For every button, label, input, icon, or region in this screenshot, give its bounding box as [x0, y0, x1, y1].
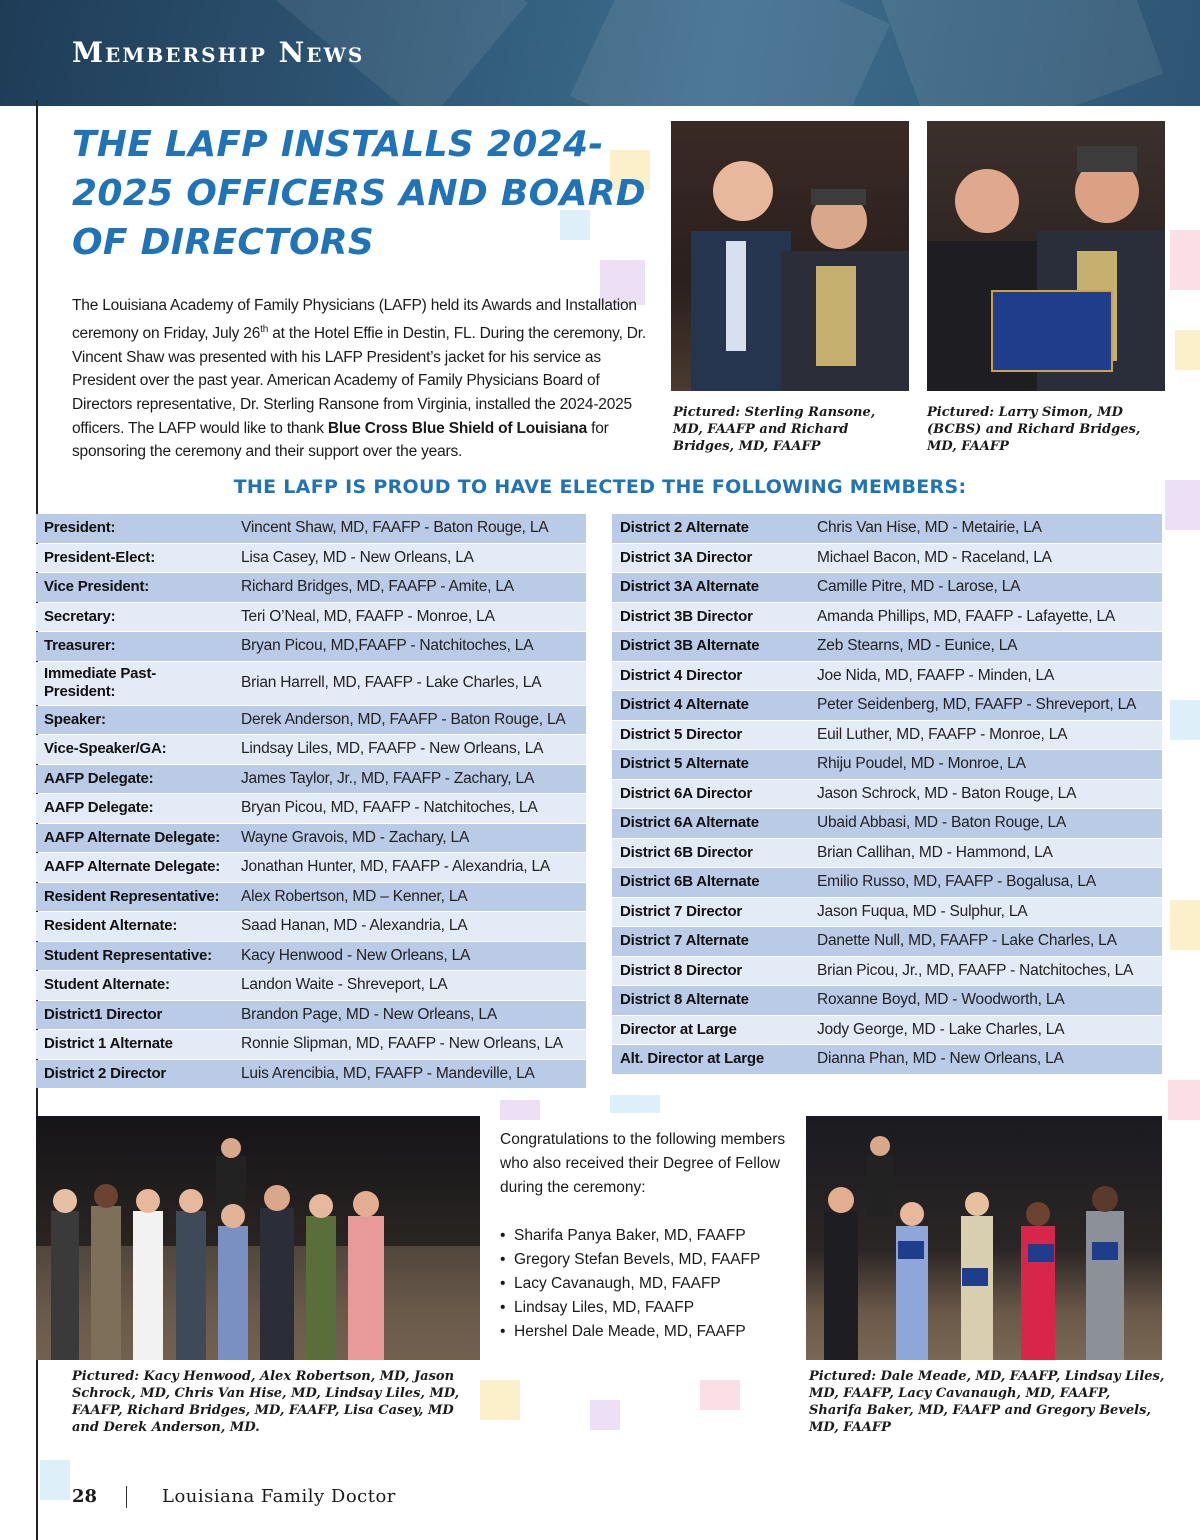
- officer-role: District 2 Alternate: [620, 519, 749, 537]
- officer-row: [612, 573, 1162, 602]
- officer-role: AAFP Alternate Delegate:: [44, 828, 221, 846]
- officer-role: Alt. Director at Large: [620, 1050, 764, 1068]
- officer-role: AAFP Delegate:: [44, 799, 154, 817]
- officer-row: [36, 971, 586, 1000]
- intro-sponsor: Blue Cross Blue Shield of Louisiana: [327, 419, 587, 437]
- fellow-list-item: • Lacy Cavanaugh, MD, FAAFP: [500, 1272, 800, 1296]
- officer-role: District 5 Alternate: [620, 755, 749, 773]
- officer-role: District 1 Alternate: [44, 1035, 173, 1053]
- fellow-intro: Congratulations to the following members who also received their Degree of Fellow during the ceremony:: [500, 1131, 786, 1196]
- officer-row: [612, 514, 1162, 543]
- fellow-section: [500, 1128, 800, 1344]
- officer-role: District 2 Director: [44, 1064, 167, 1082]
- officer-row: [612, 721, 1162, 750]
- article-intro: [72, 294, 662, 464]
- fellow-list-item: • Hershel Dale Meade, MD, FAAFP: [500, 1320, 800, 1344]
- officer-row: [36, 632, 586, 661]
- officer-name: Euil Luther, MD, FAAFP - Monroe, LA: [817, 725, 1068, 743]
- officer-role: Director at Large: [620, 1020, 737, 1038]
- intro-text-1: The Louisiana Academy of Family Physicians (LAFP) held its Awards and Installation ceremony on Friday, July 26: [72, 297, 637, 342]
- officer-name: Jason Schrock, MD - Baton Rouge, LA: [817, 784, 1077, 802]
- section-label: Membership News: [72, 36, 365, 69]
- officer-name: Jonathan Hunter, MD, FAAFP - Alexandria, LA: [241, 858, 551, 876]
- photo4-caption: Pictured: Dale Meade, MD, FAAFP, Lindsay Liles, MD, FAAFP, Lacy Cavanaugh, MD, FAAFP, Sharifa Baker, MD, FAAFP and Gregory Bevels, MD, FAAFP: [809, 1369, 1165, 1435]
- officer-role: District 8 Alternate: [620, 991, 749, 1009]
- officer-name: James Taylor, Jr., MD, FAAFP - Zachary, LA: [241, 769, 535, 787]
- officer-name: Luis Arencibia, MD, FAAFP - Mandeville, LA: [241, 1064, 535, 1082]
- intro-text-3: for sponsoring the ceremony and their support over the years.: [72, 419, 609, 461]
- officer-row: [612, 868, 1162, 897]
- officer-name: Ronnie Slipman, MD, FAAFP - New Orleans, LA: [241, 1035, 563, 1053]
- officer-name: Michael Bacon, MD - Raceland, LA: [817, 548, 1052, 566]
- officer-name: Dianna Phan, MD - New Orleans, LA: [817, 1050, 1064, 1068]
- photo-group-officers: [36, 1116, 480, 1360]
- officer-role: Immediate Past-President:: [44, 665, 157, 700]
- fellow-list-item: • Sharifa Panya Baker, MD, FAAFP: [500, 1224, 800, 1248]
- officer-row: [612, 957, 1162, 986]
- officer-row: [612, 662, 1162, 691]
- officer-row: [36, 573, 586, 602]
- officer-row: [612, 1016, 1162, 1045]
- officer-row: [612, 544, 1162, 573]
- officer-name: Zeb Stearns, MD - Eunice, LA: [817, 637, 1018, 655]
- officer-role: District 5 Director: [620, 725, 743, 743]
- officer-name: Teri O’Neal, MD, FAAFP - Monroe, LA: [241, 607, 495, 625]
- officer-row: [36, 1001, 586, 1030]
- officer-role: President:: [44, 519, 116, 537]
- officer-role: Student Representative:: [44, 946, 212, 964]
- officer-name: Brian Picou, Jr., MD, FAAFP - Natchitoches, LA: [817, 961, 1134, 979]
- officer-name: Jason Fuqua, MD - Sulphur, LA: [817, 902, 1028, 920]
- officer-role: Resident Representative:: [44, 887, 220, 905]
- photo3-caption: Pictured: Kacy Henwood, Alex Robertson, MD, Jason Schrock, MD, Chris Van Hise, MD, Lindsay Liles, MD, FAAFP, Richard Bridges, MD, FAAFP, Lisa Casey, MD and Derek Anderson, MD.: [72, 1369, 460, 1435]
- officer-name: Derek Anderson, MD, FAAFP - Baton Rouge, LA: [241, 710, 566, 728]
- officer-row: [612, 839, 1162, 868]
- officer-row: [36, 824, 586, 853]
- header-band: [0, 0, 1200, 106]
- officer-name: Ubaid Abbasi, MD - Baton Rouge, LA: [817, 814, 1067, 832]
- officer-name: Bryan Picou, MD,FAAFP - Natchitoches, LA: [241, 637, 534, 655]
- officer-name: Brian Callihan, MD - Hammond, LA: [817, 843, 1053, 861]
- officer-name: Brian Harrell, MD, FAAFP - Lake Charles, LA: [241, 674, 542, 691]
- officer-role: District1 Director: [44, 1005, 163, 1023]
- officer-row: [612, 750, 1162, 779]
- article-headline: THE LAFP INSTALLS 2024-2025 OFFICERS AND BOARD OF DIRECTORS: [72, 124, 646, 263]
- officer-role: District 6A Alternate: [620, 814, 759, 832]
- officer-role: District 3B Director: [620, 607, 753, 625]
- elected-heading: THE LAFP IS PROUD TO HAVE ELECTED THE FOLLOWING MEMBERS:: [233, 476, 967, 498]
- officer-role: Speaker:: [44, 710, 106, 728]
- officer-role: AAFP Delegate:: [44, 769, 154, 787]
- photo-fellows: [806, 1116, 1162, 1360]
- officer-name: Joe Nida, MD, FAAFP - Minden, LA: [817, 666, 1055, 684]
- officer-role: District 7 Alternate: [620, 932, 749, 950]
- officer-role: District 4 Alternate: [620, 696, 749, 714]
- officer-name: Richard Bridges, MD, FAAFP - Amite, LA: [241, 578, 514, 596]
- officer-role: District 3A Alternate: [620, 578, 759, 596]
- officer-row: [612, 780, 1162, 809]
- officer-row: [36, 1030, 586, 1059]
- officer-row: [612, 809, 1162, 838]
- officer-name: Bryan Picou, MD, FAAFP - Natchitoches, LA: [241, 799, 538, 817]
- officer-name: Brandon Page, MD - New Orleans, LA: [241, 1005, 497, 1023]
- officer-name: Amanda Phillips, MD, FAAFP - Lafayette, LA: [817, 607, 1116, 625]
- fellow-list: [500, 1224, 800, 1344]
- officer-name: Wayne Gravois, MD - Zachary, LA: [241, 828, 470, 846]
- officer-name: Vincent Shaw, MD, FAAFP - Baton Rouge, LA: [241, 519, 549, 537]
- officer-row: [36, 735, 586, 764]
- officer-role: District 3A Director: [620, 548, 753, 566]
- officer-name: Lindsay Liles, MD, FAAFP - New Orleans, LA: [241, 740, 544, 758]
- officer-name: Danette Null, MD, FAAFP - Lake Charles, LA: [817, 932, 1117, 950]
- officer-name: Roxanne Boyd, MD - Woodworth, LA: [817, 991, 1065, 1009]
- officer-name: Lisa Casey, MD - New Orleans, LA: [241, 548, 474, 566]
- officer-role: District 6A Director: [620, 784, 753, 802]
- officer-name: Landon Waite - Shreveport, LA: [241, 976, 448, 994]
- officer-row: [36, 706, 586, 735]
- officer-role: Student Alternate:: [44, 976, 170, 994]
- officer-name: Kacy Henwood - New Orleans, LA: [241, 946, 471, 964]
- officer-row: [36, 853, 586, 882]
- officer-name: Jody George, MD - Lake Charles, LA: [817, 1020, 1065, 1038]
- officer-row: [36, 514, 586, 543]
- officer-row: [36, 544, 586, 573]
- officer-role: Vice-Speaker/GA:: [44, 740, 167, 758]
- officer-role: District 6B Alternate: [620, 873, 760, 891]
- officer-role: District 8 Director: [620, 961, 743, 979]
- officer-role: Treasurer:: [44, 637, 116, 655]
- officer-row: [36, 912, 586, 941]
- officer-role: AAFP Alternate Delegate:: [44, 858, 221, 876]
- officer-row: [36, 794, 586, 823]
- officer-row: [612, 1045, 1162, 1074]
- officer-name: Rhiju Poudel, MD - Monroe, LA: [817, 755, 1026, 773]
- officer-row: [612, 691, 1162, 720]
- officer-name: Camille Pitre, MD - Larose, LA: [817, 578, 1021, 596]
- officer-name: Peter Seidenberg, MD, FAAFP - Shreveport, LA: [817, 696, 1137, 714]
- fellow-list-item: • Lindsay Liles, MD, FAAFP: [500, 1296, 800, 1320]
- officer-row: [612, 603, 1162, 632]
- officer-name: Emilio Russo, MD, FAAFP - Bogalusa, LA: [817, 873, 1096, 891]
- officer-row: [36, 942, 586, 971]
- officer-role: District 7 Director: [620, 902, 743, 920]
- officer-row: [36, 765, 586, 794]
- fellow-list-item: • Gregory Stefan Bevels, MD, FAAFP: [500, 1248, 800, 1272]
- officer-row: [36, 662, 586, 705]
- officer-name: Alex Robertson, MD – Kenner, LA: [241, 887, 468, 905]
- photo-ransone-bridges: [671, 121, 909, 391]
- officer-role: Resident Alternate:: [44, 917, 178, 935]
- photo1-caption: Pictured: Sterling Ransone, MD, FAAFP and Richard Bridges, MD, FAAFP: [673, 405, 876, 454]
- officer-row: [612, 986, 1162, 1015]
- officer-role: District 4 Director: [620, 666, 743, 684]
- footer-separator: [126, 1486, 127, 1508]
- officer-name: Saad Hanan, MD - Alexandria, LA: [241, 917, 468, 935]
- photo2-caption: Pictured: Larry Simon, MD (BCBS) and Richard Bridges, MD, FAAFP: [927, 405, 1141, 454]
- officer-table-right: [612, 514, 1162, 1074]
- officer-row: [36, 603, 586, 632]
- officer-role: President-Elect:: [44, 548, 155, 566]
- officer-role: District 6B Director: [620, 843, 753, 861]
- officer-row: [36, 883, 586, 912]
- intro-superscript: th: [260, 323, 269, 335]
- officer-name: Chris Van Hise, MD - Metairie, LA: [817, 519, 1042, 537]
- officer-role: Vice President:: [44, 578, 150, 596]
- publication-title: Louisiana Family Doctor: [162, 1486, 396, 1507]
- officer-table-left: [36, 514, 586, 1094]
- page-number: 28: [72, 1486, 98, 1507]
- photo-simon-bridges: [927, 121, 1165, 391]
- officer-role: District 3B Alternate: [620, 637, 760, 655]
- officer-row: [612, 898, 1162, 927]
- intro-text-2: at the Hotel Effie in Destin, FL. During the ceremony, Dr. Vincent Shaw was presented with his LAFP President’s jacket for his service as President over the past year. American Academy of Family Physicians Board of Directors representative, Dr. Sterling Ransone from Virginia, installed the 2024-2025 officers. The LAFP would like to thank: [72, 324, 646, 437]
- officer-row: [612, 927, 1162, 956]
- officer-row: [612, 632, 1162, 661]
- officer-role: Secretary:: [44, 607, 116, 625]
- officer-row: [36, 1060, 586, 1089]
